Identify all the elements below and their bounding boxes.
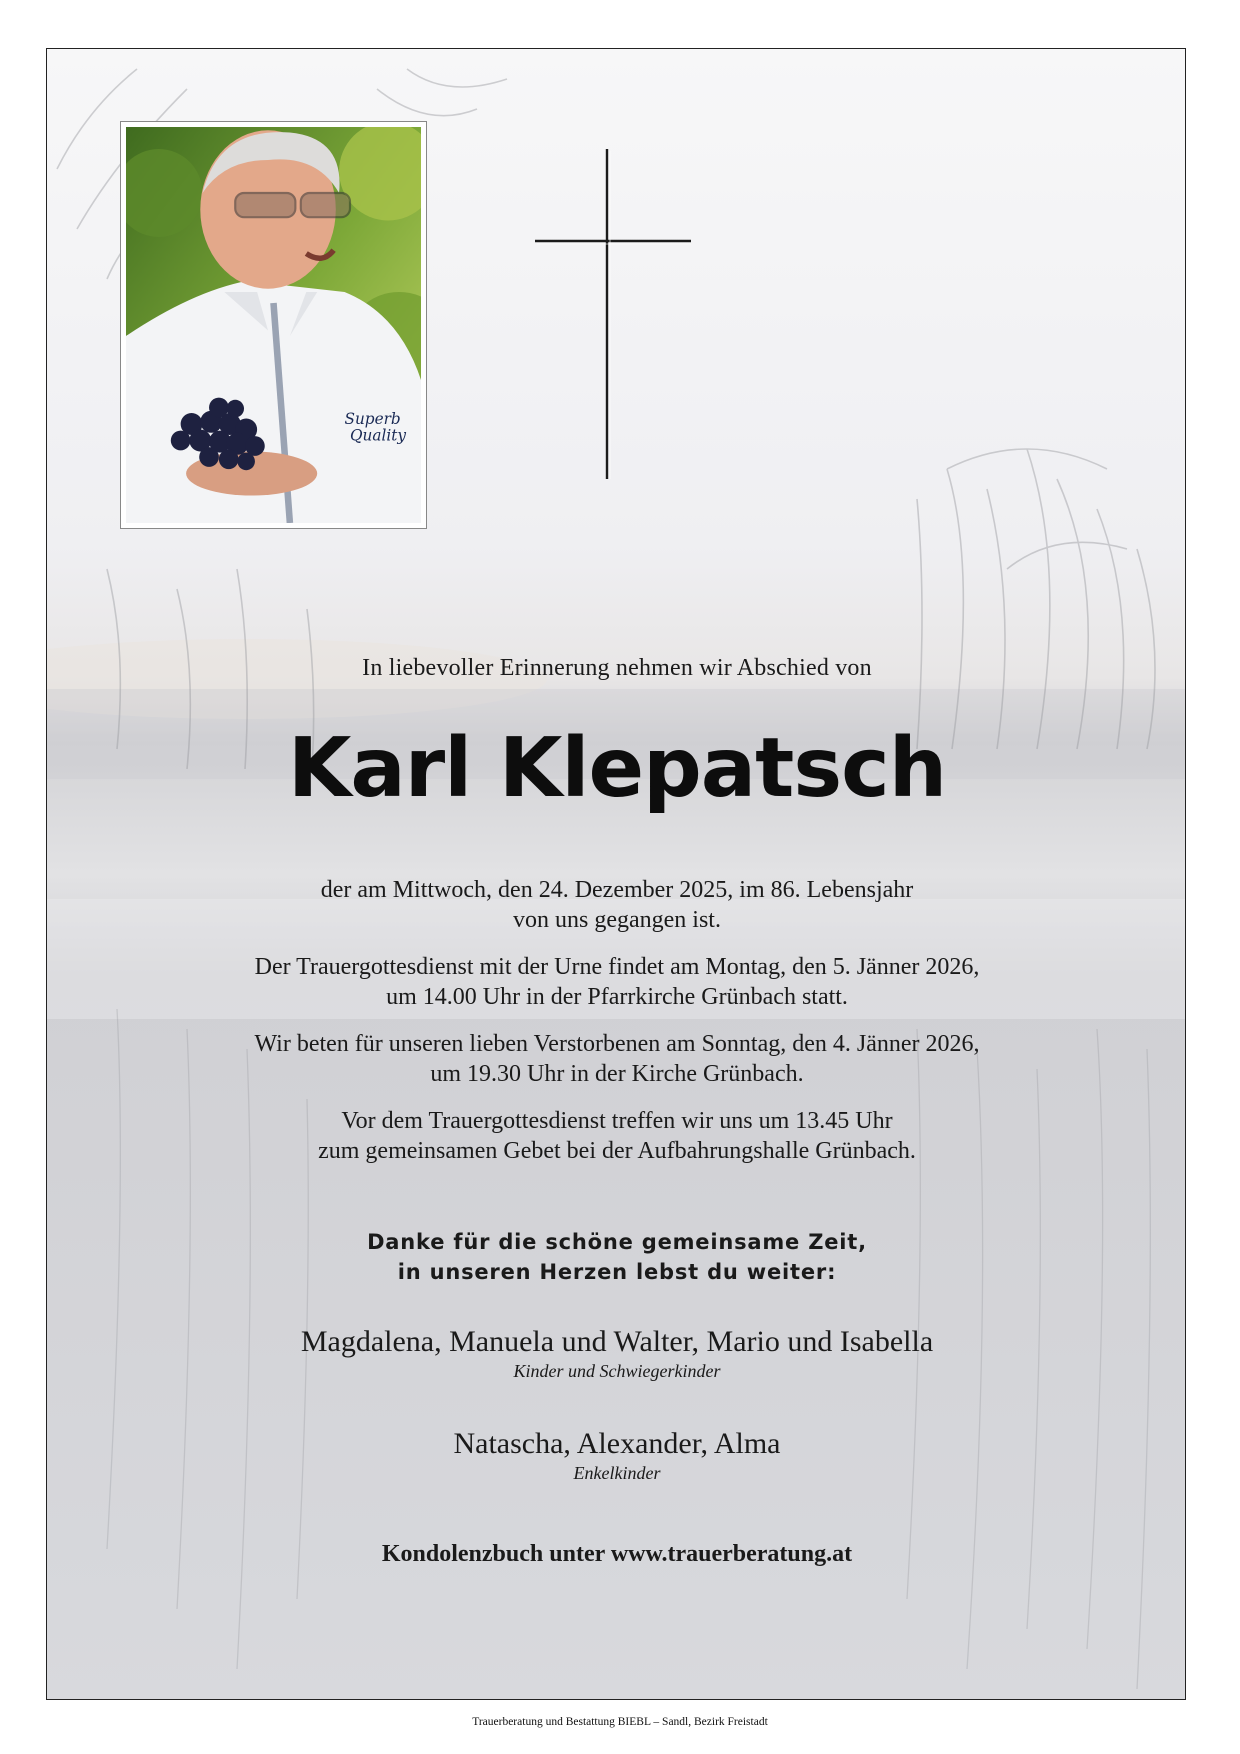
family-role: Enkelkinder (573, 1463, 661, 1483)
svg-text:Superb: Superb (344, 409, 401, 429)
thanks-message (47, 1227, 1186, 1287)
thanks-line: in unseren Herzen lebst du weiter: (397, 1260, 837, 1284)
intro-line: In liebevoller Erinnerung nehmen wir Abschied von (362, 655, 872, 681)
family-names: Natascha, Alexander, Alma (453, 1427, 781, 1460)
paragraph-line: um 14.00 Uhr in der Pfarrkirche Grünbach statt. (386, 984, 848, 1010)
family-names: Magdalena, Manuela und Walter, Mario und Isabella (300, 1325, 934, 1358)
svg-text:Quality: Quality (349, 426, 406, 445)
thanks-line: Danke für die schöne gemeinsame Zeit, (367, 1230, 867, 1254)
paragraph-line: um 19.30 Uhr in der Kirche Grünbach. (430, 1061, 804, 1087)
family-group-grandchildren (47, 1427, 1186, 1484)
funeral-service-paragraph (47, 952, 1186, 1012)
meeting-paragraph (47, 1106, 1186, 1166)
paragraph-line: Wir beten für unseren lieben Verstorbenen am Sonntag, den 4. Jänner 2026, (254, 1031, 980, 1057)
portrait-photo (120, 121, 427, 529)
paragraph-line: der am Mittwoch, den 24. Dezember 2025, im 86. Lebensjahr (320, 877, 914, 903)
condolence-book-link[interactable]: Kondolenzbuch unter www.trauerberatung.at (381, 1541, 853, 1567)
obituary-card (46, 48, 1186, 1700)
paragraph-line: Vor dem Trauergottesdienst treffen wir uns um 13.45 Uhr (341, 1108, 893, 1134)
deceased-name: Karl Klepatsch (287, 721, 947, 816)
family-group-children (47, 1325, 1186, 1382)
latin-cross-icon (535, 149, 695, 479)
paragraph-line: Der Trauergottesdienst mit der Urne findet am Montag, den 5. Jänner 2026, (254, 954, 980, 980)
portrait-image (126, 127, 421, 523)
death-notice-paragraph (47, 875, 1186, 935)
funeral-home-footer: Trauerberatung und Bestattung BIEBL – Sandl, Bezirk Freistadt (472, 1716, 768, 1728)
prayer-paragraph (47, 1029, 1186, 1089)
family-role: Kinder und Schwiegerkinder (513, 1361, 721, 1381)
paragraph-line: von uns gegangen ist. (513, 907, 721, 933)
paragraph-line: zum gemeinsamen Gebet bei der Aufbahrungshalle Grünbach. (318, 1138, 916, 1164)
